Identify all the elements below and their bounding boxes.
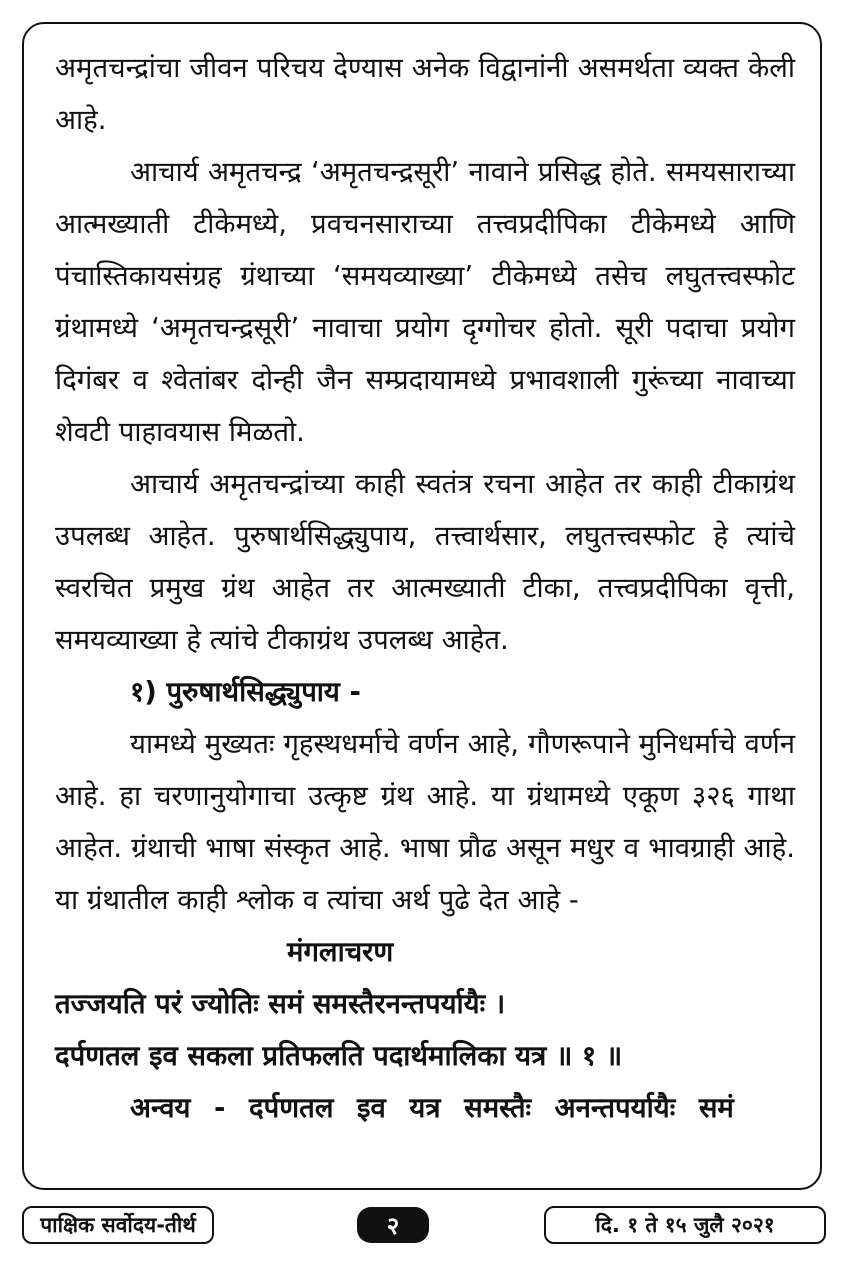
paragraph-amritchandra-suri: आचार्य अमृतचन्द्र ‘अमृतचन्द्रसूरी’ नावाने प्रसिद्ध होते. समयसाराच्या आत्मख्याती टीकेमध्ये, प्रवचनसाराच्या तत्त्वप्रदीपिका टीकेमध्ये आणि पंचास्तिकायसंग्रह ग्रंथाच्या ‘समयव्याख्या’ टीकेमध्ये तसेच लघुतत्त्वस्फोट ग्रंथामध्ये ‘अमृतचन्द्रसूरी’ नावाचा प्रयोग दृग्गोचर होतो. सूरी पदाचा प्रयोग दिगंबर व श्वेतांबर दोन्ही जैन सम्प्रदायामध्ये प्रभावशाली गुरूंच्या नावाच्या शेवटी पाहावयास मिळतो. xyxy=(55,156,795,448)
paragraph-works: आचार्य अमृतचन्द्रांच्या काही स्वतंत्र रचना आहेत तर काही टीकाग्रंथ उपलब्ध आहेत. पुरुषार्थसिद्ध्युपाय, तत्त्वार्थसार, लघुतत्त्वस्फोट हे त्यांचे स्वरचित प्रमुख ग्रंथ आहेत तर आत्मख्याती टीका, तत्त्वप्रदीपिका वृत्ती, समयव्याख्या हे त्यांचे टीकाग्रंथ उपलब्ध आहेत. xyxy=(55,468,795,656)
footer-date: दि. १ ते १५ जुलै २०२१ xyxy=(544,1206,826,1244)
page-content xyxy=(55,42,795,1134)
paragraph-purusharthasiddhyupaya: यामध्ये मुख्यतः गृहस्थधर्माचे वर्णन आहे, गौणरूपाने मुनिधर्माचे वर्णन आहे. हा चरणानुयोगाचा उत्कृष्ट ग्रंथ आहे. या ग्रंथामध्ये एकूण ३२६ गाथा आहेत. ग्रंथाची भाषा संस्कृत आहे. भाषा प्रौढ असून मधुर व भावग्राही आहे. या ग्रंथातील काही श्लोक व त्यांचा अर्थ पुढे देत आहे - xyxy=(55,728,795,916)
section-heading-purusharthasiddhyupaya: १) पुरुषार्थसिद्ध्युपाय - xyxy=(130,676,361,708)
section-heading-mangalacharan: मंगलाचरण xyxy=(287,936,394,968)
page-number-badge: २ xyxy=(357,1207,429,1243)
footer-publication-name: पाक्षिक सर्वोदय-तीर्थ xyxy=(22,1206,214,1244)
paragraph-intro: अमृतचन्द्रांचा जीवन परिचय देण्यास अनेक विद्वानांनी असमर्थता व्यक्त केली आहे. xyxy=(55,52,795,136)
verse-line-2: दर्पणतल इव सकला प्रतिफलति पदार्थमालिका यत्र ॥ १ ॥ xyxy=(55,1040,623,1072)
verse-line-1: तज्जयति परं ज्योतिः समं समस्तैरनन्तपर्यायैः । xyxy=(55,988,506,1020)
anvay-line: अन्वय - दर्पणतल इव यत्र समस्तैः अनन्तपर्यायैः समं xyxy=(130,1092,734,1124)
